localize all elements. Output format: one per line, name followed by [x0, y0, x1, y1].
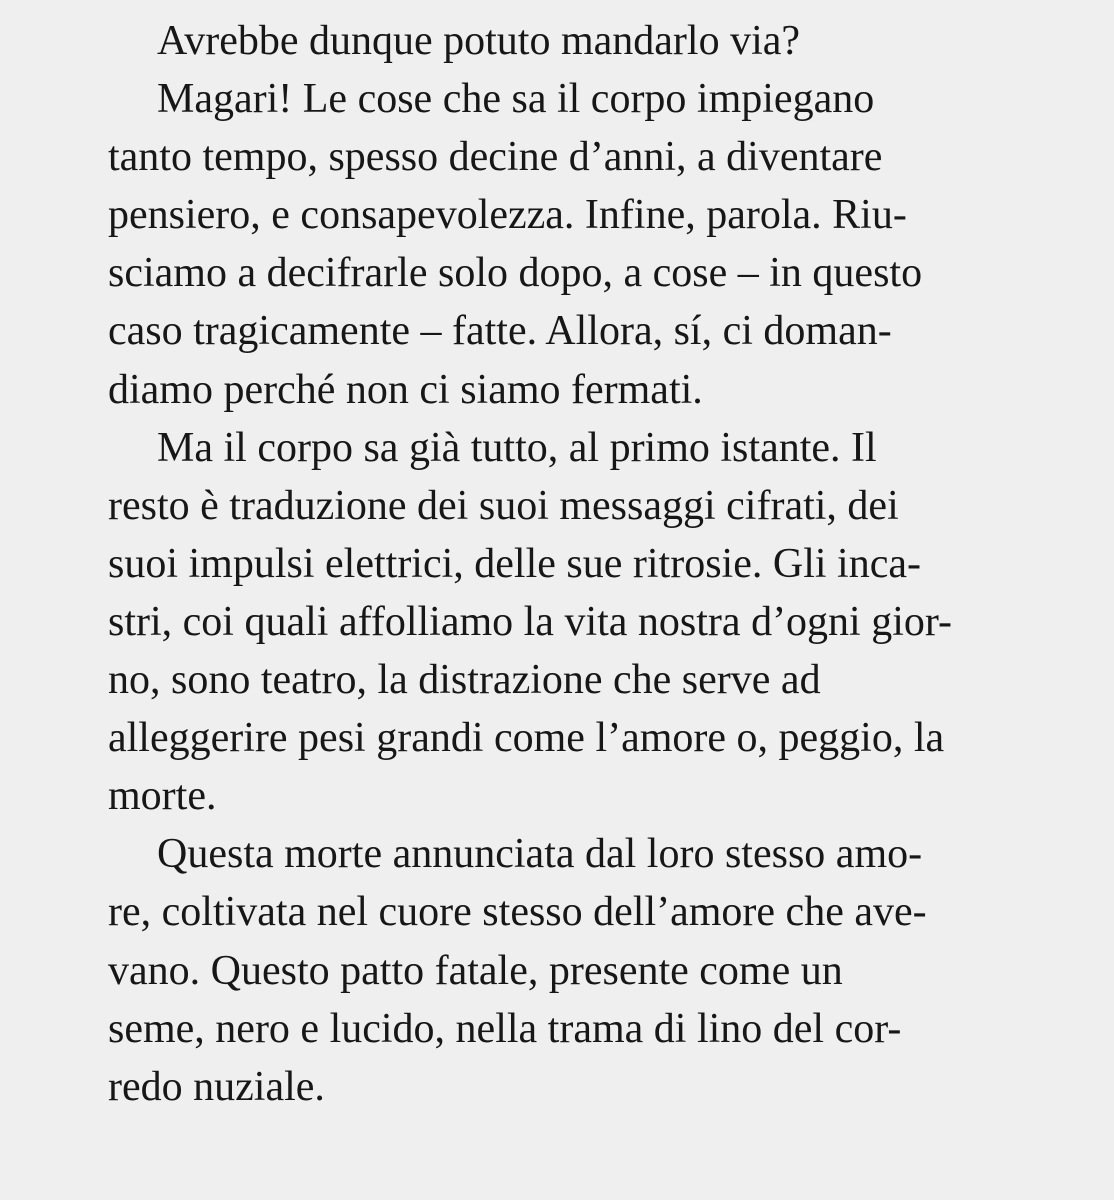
text-line: seme, nero e lucido, nella trama di lino del cor- [108, 1005, 902, 1052]
text-line: suoi impulsi elettrici, delle sue ritrosie. Gli inca- [108, 540, 921, 587]
paragraph-1 [108, 12, 1068, 70]
paragraph-2 [108, 70, 1068, 419]
text-line: redo nuziale. [108, 1063, 325, 1110]
paragraph-4 [108, 825, 1068, 1115]
text-line: morte. [108, 773, 217, 820]
text-line: no, sono teatro, la distrazione che serve ad [108, 657, 821, 704]
text-line: sciamo a decifrarle solo dopo, a cose – in questo [108, 250, 923, 297]
text-line: vano. Questo patto fatale, presente come un [108, 947, 843, 994]
text-line: alleggerire pesi grandi come l’amore o, peggio, la [108, 715, 945, 762]
text-line: Magari! Le cose che sa il corpo impiegano [157, 76, 875, 123]
text-line: Questa morte annunciata dal loro stesso amo- [157, 831, 923, 878]
text-line: pensiero, e consapevolezza. Infine, parola. Riu- [108, 192, 907, 239]
text-line: stri, coi quali affolliamo la vita nostra d’ogni gior- [108, 598, 953, 645]
text-line: diamo perché non ci siamo fermati. [108, 366, 703, 413]
text-line: caso tragicamente – fatte. Allora, sí, ci doman- [108, 308, 892, 355]
text-line: tanto tempo, spesso decine d’anni, a diventare [108, 134, 883, 181]
text-line: Ma il corpo sa già tutto, al primo istante. Il [157, 424, 877, 471]
text-line: re, coltivata nel cuore stesso dell’amore che ave- [108, 889, 927, 936]
text-line: resto è traduzione dei suoi messaggi cifrati, dei [108, 482, 899, 529]
book-page-text [108, 12, 1068, 1116]
text-line: Avrebbe dunque potuto mandarlo via? [157, 18, 801, 64]
paragraph-3 [108, 419, 1068, 826]
